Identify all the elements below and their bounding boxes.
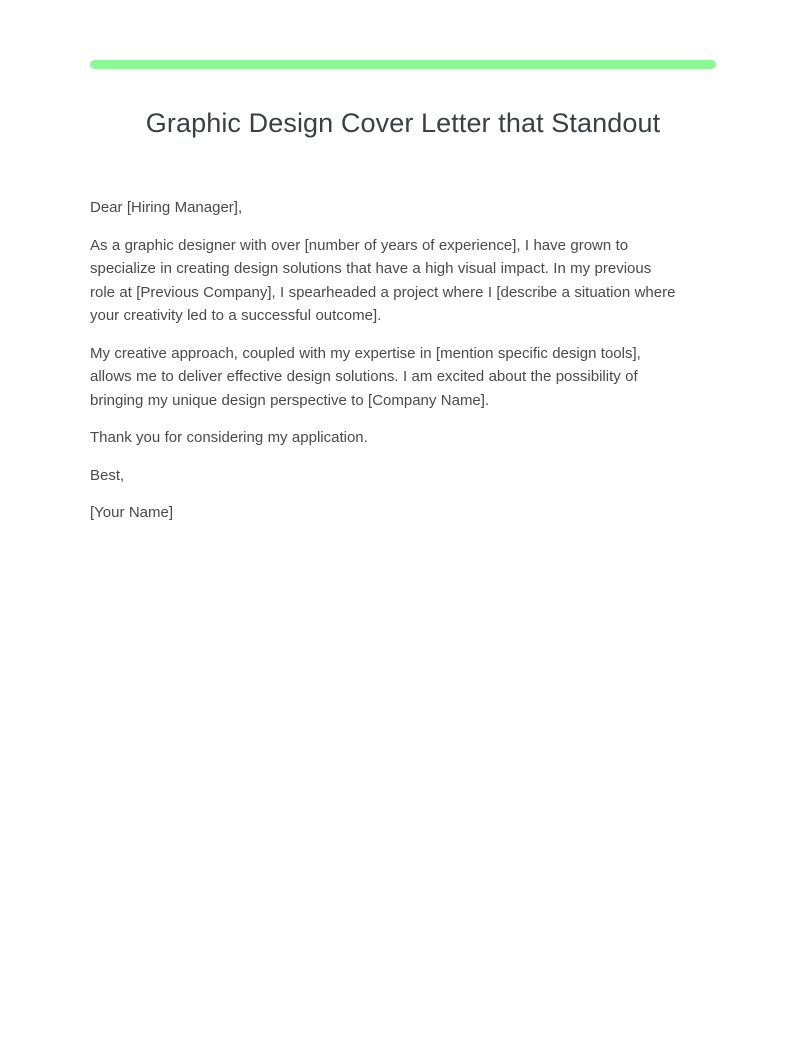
letter-paragraph-closing-thanks: Thank you for considering my application. (90, 429, 368, 446)
letter-paragraph-signature: [Your Name] (90, 504, 174, 521)
page-title: Graphic Design Cover Letter that Standout (145, 108, 661, 138)
green-accent-rule (90, 60, 716, 69)
letter-paragraph-intro: As a graphic designer with over [number of years of experience], I have grown to specialize in creating design solutions that have a high visual impact. In my previous role at [Previous Company], I spearheaded a project where I [describe a situation where your creativity led to a successful outcome]. (90, 236, 676, 324)
cover-letter-body (90, 196, 678, 525)
letter-paragraph-skills: My creative approach, coupled with my expertise in [mention specific design tools], allows me to deliver effective design solutions. I am excited about the possibility of bringing my unique design perspective to [Company Name]. (90, 344, 641, 409)
letter-paragraph-signoff: Best, (90, 466, 125, 484)
letter-paragraph-salutation: Dear [Hiring Manager], (90, 199, 243, 216)
